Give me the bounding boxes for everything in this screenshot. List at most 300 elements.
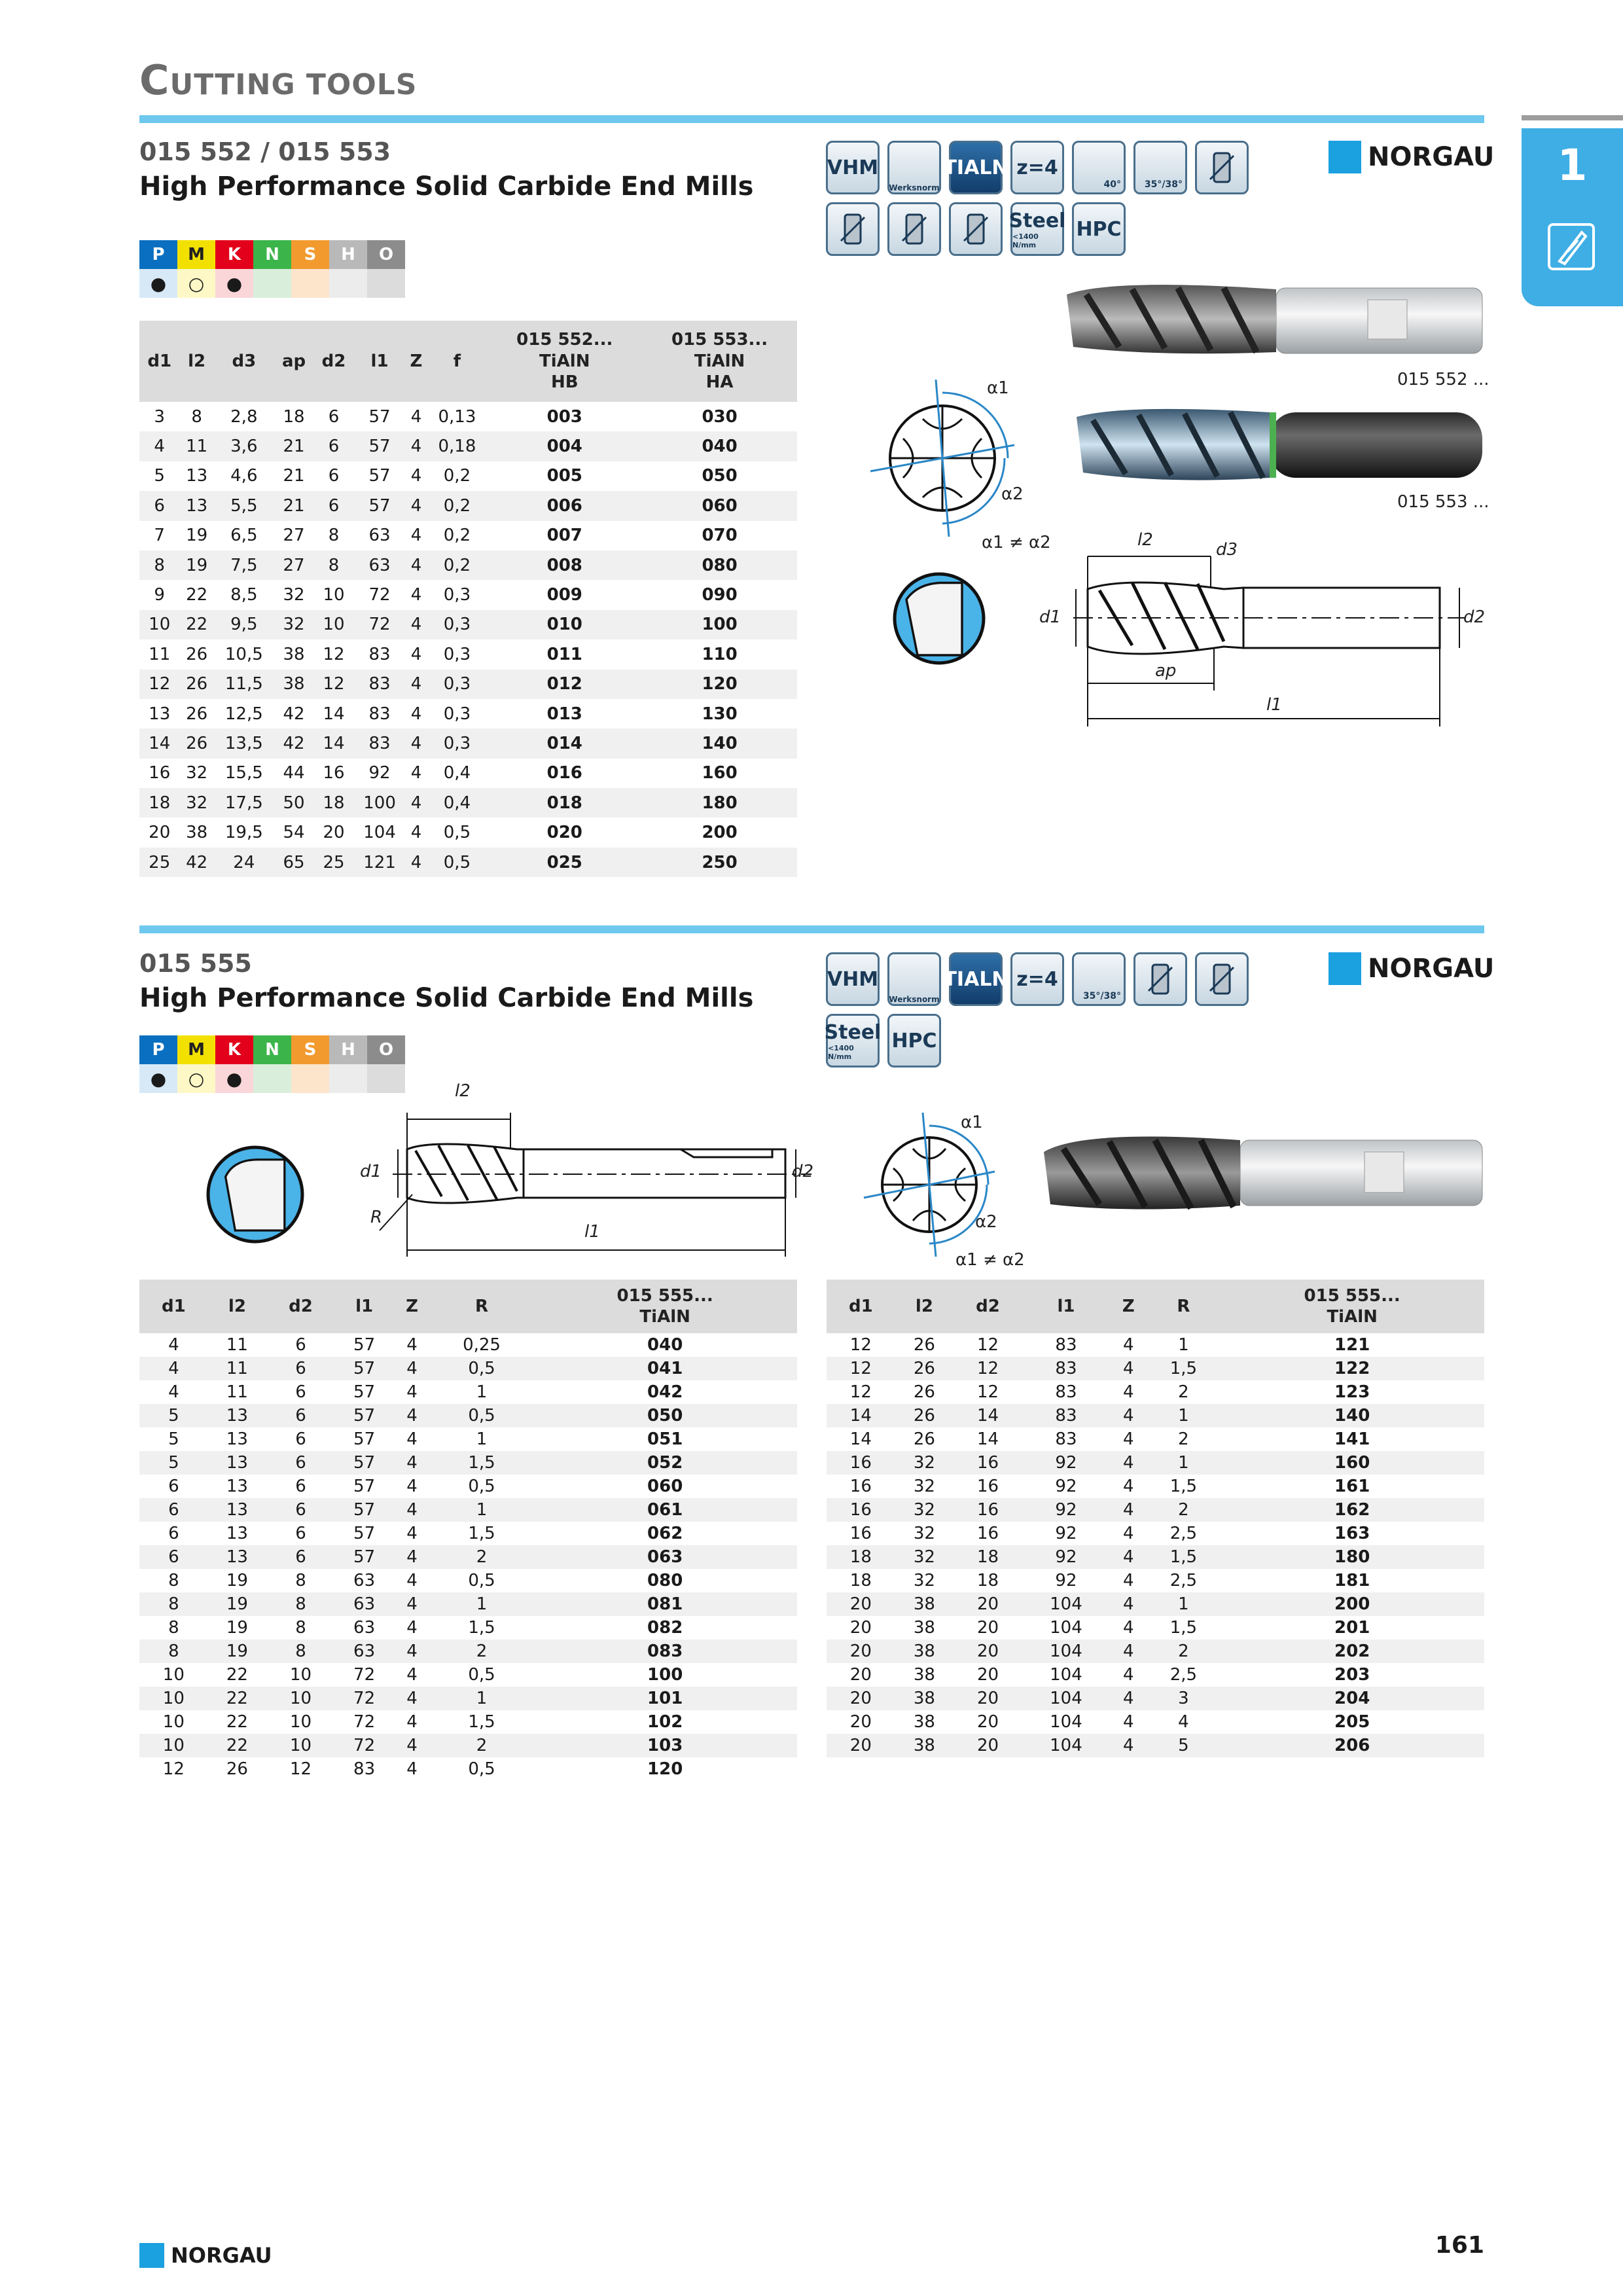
table-cell: 83 [368,644,391,664]
table-cell: 26 [913,1382,935,1402]
table-cell: 92 [1022,1498,1110,1522]
icon-label: z=4 [1016,156,1058,179]
table-cell: 10 [266,1734,335,1757]
table-cell: 4 [1110,1545,1147,1569]
col-header: ap [274,321,314,402]
table-cell: 6 [168,1477,179,1496]
material-n: N [253,1035,291,1064]
table-cell: 1,5 [468,1618,495,1638]
table-cell: 4 [410,526,422,546]
table-cell: 4 [410,406,422,427]
table-cell: 42 [179,848,214,877]
table-cell: 32 [895,1545,954,1569]
table-cell: 63 [368,526,391,546]
table-row [827,1616,1484,1640]
s2-feature-z-4-icon [1010,952,1064,1006]
table-cell: 4 [393,1357,430,1380]
table-cell: 018 [487,788,642,817]
table-cell: 1,5 [468,1712,495,1732]
table-cell: 4 [393,1404,430,1427]
table-cell: 0,5 [468,1477,495,1496]
col-header: d3 [214,321,274,402]
dim2-l2: l2 [455,1081,471,1101]
table-cell: 57 [353,1429,376,1449]
diagram2-alpha1: α1 [961,1113,983,1132]
table-cell: 3,6 [214,431,274,461]
s1-feature-40--icon [1072,141,1126,194]
table-cell: 18 [954,1545,1022,1569]
table-cell: 12 [139,670,179,699]
suitability-n [253,1064,291,1093]
table-cell: 8 [139,1592,208,1616]
table-cell: 8 [266,1592,335,1616]
dim2-R: R [370,1208,383,1227]
dim-l1: l1 [1266,695,1282,715]
table-cell: 8 [295,1571,306,1590]
dim-l2: l2 [1137,530,1153,550]
table-cell: 38 [283,644,305,664]
table-cell: 0,5 [431,1357,533,1380]
table-cell: 200 [1220,1592,1484,1616]
table-cell: 250 [642,848,797,877]
table-cell: 1 [1147,1451,1221,1475]
table-cell: 83 [368,704,391,724]
section1-title: High Performance Solid Carbide End Mills [139,171,754,202]
table-cell: 8 [328,526,340,546]
flute-icon [949,202,1003,256]
icon-label: TIALN [943,967,1008,991]
table-cell: 5 [139,1404,208,1427]
table-cell: 1,5 [1169,1618,1198,1638]
table-cell: 83 [1055,1335,1077,1355]
table-cell: 6 [295,1382,306,1402]
table-cell: 180 [1220,1545,1484,1569]
table-cell: 4 [1123,1618,1134,1638]
table-cell: 13 [208,1498,267,1522]
table-cell: 4 [406,1618,418,1638]
table-cell: 060 [647,1477,683,1496]
table-cell: 13,5 [214,728,274,758]
table-cell: 63 [335,1592,394,1616]
table-cell: 13 [186,466,208,486]
table-cell: 2,5 [1169,1571,1198,1590]
section2-cross-section-diagram [857,1106,1014,1263]
table-cell: 11 [149,644,171,664]
steel-strength-label: <1400 N/mm [828,1043,854,1061]
section2-brand: NORGAU [1329,952,1494,985]
table-cell: 9 [154,585,165,605]
table-cell: 1,5 [1169,1477,1198,1496]
col-header: d2 [313,321,353,402]
table-cell: 4 [393,1687,430,1710]
table-cell: 72 [354,610,406,639]
table-cell: 2 [431,1734,533,1757]
code-header-line: 015 555... [1304,1285,1400,1306]
table-cell: 92 [1055,1571,1077,1590]
table-cell: 120 [642,670,797,699]
table-cell: 16 [954,1451,1022,1475]
table-cell: 32 [274,610,314,639]
end-mill-photo-015555 [1037,1126,1486,1217]
table-cell: 4 [1123,1524,1134,1543]
icon-label: Werksnorm [889,995,940,1004]
table-cell: 104 [1050,1712,1082,1732]
table-row [139,1404,797,1427]
table-cell: 2 [1147,1640,1221,1663]
diagram-alpha1: α1 [987,378,1009,398]
table-cell: 050 [702,466,738,486]
table-cell: 6 [313,491,353,520]
material-o: O [367,240,405,269]
table-cell: 38 [895,1640,954,1663]
table-cell: 006 [487,491,642,520]
table-cell: 19 [208,1640,267,1663]
table-cell: 25 [313,848,353,877]
table-cell: 21 [274,431,314,461]
table-cell: 0,5 [443,823,471,843]
table-cell: 24 [214,848,274,877]
s1-feature-z-4-icon [1010,141,1064,194]
table-cell: 20 [976,1712,999,1732]
table-cell: 5 [1147,1734,1221,1757]
table-cell: 6 [139,1498,208,1522]
table-cell: 13 [208,1545,267,1569]
table-cell: 2,5 [1169,1524,1198,1543]
material-o: O [367,1035,405,1064]
section1-table [139,321,797,877]
table-cell: 205 [1334,1712,1370,1732]
code-header-line: TiAlN [1327,1307,1378,1327]
table-cell: 1 [476,1429,488,1449]
table-row [827,1357,1484,1380]
table-cell: 070 [702,526,738,546]
table-cell: 18 [849,1571,872,1590]
table-cell: 4 [406,1429,418,1449]
table-cell: 10 [139,610,179,639]
table-row [827,1687,1484,1710]
table-cell: 004 [487,431,642,461]
suitability-n [253,269,291,298]
table-cell: 4 [1123,1382,1134,1402]
table-cell: 57 [368,466,391,486]
table-row [827,1592,1484,1616]
table-cell: 4 [410,704,422,724]
icon-label: TIALN [943,156,1008,179]
table-cell: 4 [168,1335,179,1355]
corner-radius-profile-icon [203,1142,308,1247]
table-cell: 040 [642,431,797,461]
shank-icon [1195,141,1249,194]
table-cell: 0,4 [427,788,488,817]
col-header: l1 [335,1280,394,1333]
table-cell: 16 [827,1498,895,1522]
table-cell: 83 [354,728,406,758]
dim-ap: ap [1155,661,1177,681]
table-cell: 4 [405,610,427,639]
table-cell: 14 [827,1404,895,1427]
table-cell: 15,5 [224,763,263,783]
table-row [139,610,797,639]
table-cell: 0,5 [431,1404,533,1427]
table-cell: 13 [226,1429,248,1449]
table-cell: 22 [226,1665,248,1685]
table-row [139,759,797,788]
col-header: f [427,321,488,402]
table-cell: 025 [487,848,642,877]
table-row [139,461,797,491]
table-cell: 181 [1334,1571,1370,1590]
table-cell: 12,5 [224,704,263,724]
table-cell: 92 [1055,1524,1077,1543]
table-cell: 57 [353,1382,376,1402]
table-cell: 72 [368,585,391,605]
table-cell: 4 [410,823,422,843]
table-cell: 4 [393,1640,430,1663]
table-cell: 83 [1055,1429,1077,1449]
table-cell: 140 [642,728,797,758]
table-cell: 92 [1055,1477,1077,1496]
table-cell: 12 [313,670,353,699]
table-cell: 206 [1220,1734,1484,1757]
table-cell: 4 [406,1571,418,1590]
table-cell: 0,3 [443,644,471,664]
section2-table-left [139,1280,797,1781]
table-cell: 72 [335,1734,394,1757]
table-cell: 080 [642,550,797,580]
table-cell: 0,5 [468,1759,495,1779]
table-cell: 4 [1110,1640,1147,1663]
material-s: S [291,1035,329,1064]
s2-feature-vhm-icon [826,952,880,1006]
table-cell: 0,2 [443,466,471,486]
table-cell: 4 [406,1759,418,1779]
table-cell: 14 [849,1429,872,1449]
table-row [139,1380,797,1404]
code-header-line: 015 555... [616,1285,713,1306]
s1-feature-35-38--icon [1133,141,1187,194]
table-cell: 57 [335,1451,394,1475]
table-cell: 163 [1334,1524,1370,1543]
table-cell: 0,4 [443,763,471,783]
table-cell: 38 [895,1734,954,1757]
table-cell: 2 [431,1640,533,1663]
table-cell: 26 [895,1404,954,1427]
code-header-line: 015 553... [671,330,768,350]
col-header: l2 [208,1280,267,1333]
table-cell: 040 [647,1335,683,1355]
icon-label: HPC [1076,217,1122,241]
table-cell: 11,5 [214,670,274,699]
table-cell: 57 [335,1498,394,1522]
table-cell: 0,5 [427,848,488,877]
table-cell: 16 [976,1477,999,1496]
suitability-o [367,1064,405,1093]
table-cell: 4 [1110,1498,1147,1522]
table-cell: 14 [139,728,179,758]
table-row [139,639,797,669]
dim-d1: d1 [1039,607,1061,627]
square-end-profile-icon [890,569,988,668]
table-cell: 5 [139,1451,208,1475]
col-header-code [487,321,642,402]
tab-divider [1522,115,1623,120]
table-cell: 4 [139,431,179,461]
table-cell: 13 [179,491,214,520]
icon-label: Werksnorm [889,183,940,192]
table-cell: 12 [849,1382,872,1402]
table-row [139,1545,797,1569]
col-header: Z [393,1280,430,1333]
table-cell: 4 [405,670,427,699]
table-cell: 1 [431,1592,533,1616]
table-cell: 090 [702,585,738,605]
table-cell: 12 [289,1759,312,1779]
table-cell: 4 [1110,1404,1147,1427]
table-cell: 21 [283,466,305,486]
table-cell: 32 [895,1451,954,1475]
table-cell: 5 [168,1429,179,1449]
table-cell: 6 [266,1545,335,1569]
table-cell: 061 [533,1498,797,1522]
table-cell: 4 [393,1592,430,1616]
table-row [139,1475,797,1498]
diagram-alpha2: α2 [1001,484,1024,504]
table-cell: 180 [642,788,797,817]
suitability-k: ● [215,1064,253,1093]
icon-label: Steel [1008,209,1066,232]
table-cell: 50 [274,788,314,817]
table-row [827,1734,1484,1757]
table-cell: 6 [313,431,353,461]
table-cell: 13 [149,704,171,724]
table-cell: 54 [283,823,305,843]
header-rule [139,115,1484,123]
table-cell: 104 [363,823,396,843]
table-cell: 1 [431,1498,533,1522]
table-cell: 4 [406,1477,418,1496]
table-cell: 57 [354,431,406,461]
table-cell: 041 [533,1357,797,1380]
icon-label: 40° [1103,179,1121,190]
table-cell: 4 [1110,1687,1147,1710]
table-cell: 8 [266,1640,335,1663]
steel-strength-label: <1400 N/mm [1012,232,1039,249]
table-cell: 12 [849,1335,872,1355]
table-cell: 19 [226,1618,248,1638]
table-cell: 83 [1022,1404,1110,1427]
table-cell: 20 [827,1734,895,1757]
col-header: d1 [827,1280,895,1333]
table-cell: 1 [1147,1592,1221,1616]
table-cell: 4 [393,1498,430,1522]
table-cell: 100 [647,1665,683,1685]
table-cell: 4 [393,1734,430,1757]
table-cell: 26 [226,1759,248,1779]
table-row [139,1734,797,1757]
table-cell: 103 [533,1734,797,1757]
table-cell: 6 [266,1404,335,1427]
table-row [139,402,797,431]
table-row [139,699,797,728]
table-cell: 11 [226,1382,248,1402]
table-cell: 57 [335,1404,394,1427]
table-row [827,1710,1484,1734]
col-header-code [1220,1280,1484,1333]
table-cell: 38 [913,1712,935,1732]
table-cell: 4 [139,1357,208,1380]
table-cell: 4 [405,550,427,580]
table-cell: 16 [849,1477,872,1496]
material-p: P [139,1035,177,1064]
table-cell: 1,5 [468,1524,495,1543]
s1-feature-hpc-icon [1072,202,1126,256]
table-cell: 6 [139,1545,208,1569]
diagram2-alpha-neq: α1 ≠ α2 [955,1250,1025,1270]
table-cell: 141 [1334,1429,1370,1449]
code-header-line: 015 552... [516,330,613,350]
icon-label: 35°/38° [1144,179,1183,190]
table-cell: 203 [1334,1665,1370,1685]
table-cell: 4 [1123,1571,1134,1590]
table-cell: 10 [323,585,345,605]
table-row [827,1569,1484,1592]
table-cell: 104 [1050,1665,1082,1685]
table-cell: 1 [1178,1335,1189,1355]
table-row [827,1545,1484,1569]
table-cell: 0,18 [427,431,488,461]
table-cell: 6 [266,1357,335,1380]
table-cell: 051 [647,1429,683,1449]
table-cell: 20 [976,1665,999,1685]
table-row [827,1522,1484,1545]
table-cell: 20 [954,1687,1022,1710]
icon-label: HPC [891,1029,937,1052]
table-cell: 16 [849,1524,872,1543]
section2-material-grid [139,1035,405,1093]
table-cell: 7 [154,526,165,546]
table-cell: 83 [1022,1357,1110,1380]
table-cell: 110 [702,644,738,664]
chapter-tab[interactable] [1522,128,1623,306]
page-number: 161 [1435,2232,1484,2259]
table-row [139,1757,797,1781]
table-row [139,1663,797,1687]
table-cell: 10,5 [224,644,263,664]
dim2-d2: d2 [792,1162,814,1181]
table-cell: 4 [1123,1477,1134,1496]
icon-label: Steel [824,1020,882,1044]
table-cell: 2,5 [1169,1665,1198,1685]
table-cell: 27 [283,526,305,546]
diagram2-alpha2: α2 [975,1212,997,1232]
section2-article: 015 555 [139,949,252,978]
footer-brand: NORGAU [139,2242,272,2268]
table-cell: 19,5 [224,823,263,843]
chapter-number: 1 [1557,140,1588,190]
table-cell: 082 [647,1618,683,1638]
table-cell: 6 [266,1451,335,1475]
table-cell: 4 [405,431,427,461]
table-cell: 6 [295,1477,306,1496]
table-row [139,1569,797,1592]
table-cell: 14 [323,704,345,724]
table-cell: 3 [154,406,165,427]
suitability-k: ● [215,269,253,298]
table-cell: 3 [1147,1687,1221,1710]
table-row [827,1380,1484,1404]
table-cell: 20 [827,1640,895,1663]
col-header-code [533,1280,797,1333]
